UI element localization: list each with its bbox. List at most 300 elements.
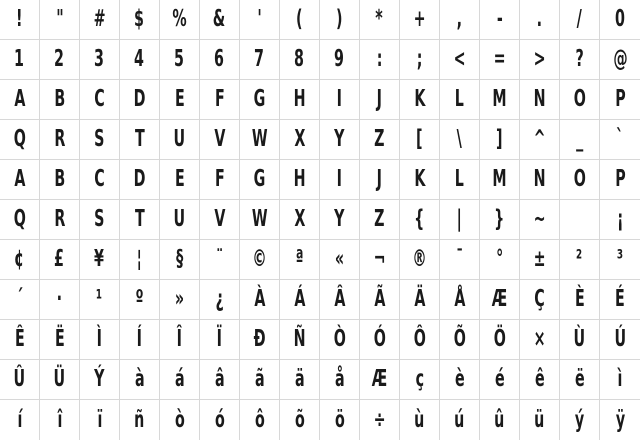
glyph-cell[interactable] bbox=[320, 80, 360, 120]
glyph-cell[interactable] bbox=[80, 240, 120, 280]
glyph-character: Ã bbox=[373, 286, 386, 312]
glyph-cell[interactable] bbox=[560, 360, 600, 400]
glyph-character: , bbox=[456, 6, 463, 32]
glyph-character: ä bbox=[294, 366, 305, 392]
glyph-cell[interactable] bbox=[40, 240, 80, 280]
glyph-cell[interactable] bbox=[440, 0, 480, 40]
glyph-cell[interactable] bbox=[120, 400, 160, 440]
glyph-character: C bbox=[94, 86, 105, 112]
glyph-character: E bbox=[174, 86, 185, 112]
glyph-cell[interactable] bbox=[200, 200, 240, 240]
glyph-cell[interactable] bbox=[440, 120, 480, 160]
glyph-character: ü bbox=[534, 406, 545, 433]
glyph-cell[interactable] bbox=[40, 120, 80, 160]
glyph-character: A bbox=[13, 166, 26, 192]
glyph-cell[interactable] bbox=[560, 120, 600, 160]
glyph-cell[interactable] bbox=[120, 160, 160, 200]
glyph-cell[interactable] bbox=[40, 160, 80, 200]
glyph-cell[interactable] bbox=[600, 200, 640, 240]
glyph-cell[interactable] bbox=[160, 360, 200, 400]
glyph-cell[interactable] bbox=[200, 320, 240, 360]
glyph-character: P bbox=[614, 166, 626, 192]
glyph-character: õ bbox=[294, 406, 305, 433]
glyph-cell[interactable] bbox=[80, 120, 120, 160]
glyph-cell[interactable] bbox=[560, 320, 600, 360]
glyph-cell[interactable] bbox=[600, 240, 640, 280]
glyph-character: Z bbox=[374, 126, 385, 152]
glyph-character: Z bbox=[374, 206, 385, 232]
glyph-cell[interactable] bbox=[320, 40, 360, 80]
glyph-character: ` bbox=[616, 126, 624, 152]
glyph-character: ® bbox=[412, 246, 427, 272]
glyph-character: ê bbox=[534, 366, 545, 392]
glyph-cell[interactable] bbox=[240, 120, 280, 160]
glyph-character: ! bbox=[16, 6, 23, 32]
glyph-character: Õ bbox=[453, 326, 466, 352]
glyph-cell[interactable] bbox=[120, 120, 160, 160]
glyph-cell[interactable] bbox=[160, 120, 200, 160]
glyph-cell[interactable] bbox=[200, 0, 240, 40]
glyph-cell[interactable] bbox=[0, 400, 40, 440]
glyph-character: ¦ bbox=[136, 246, 143, 272]
glyph-character: _ bbox=[575, 126, 584, 152]
glyph-cell[interactable] bbox=[360, 80, 400, 120]
glyph-character: è bbox=[454, 366, 465, 392]
glyph-cell[interactable] bbox=[520, 120, 560, 160]
glyph-cell[interactable] bbox=[360, 40, 400, 80]
glyph-cell[interactable] bbox=[440, 80, 480, 120]
glyph-cell[interactable] bbox=[0, 280, 40, 320]
glyph-cell[interactable] bbox=[40, 280, 80, 320]
glyph-cell[interactable] bbox=[360, 280, 400, 320]
glyph-cell[interactable] bbox=[120, 80, 160, 120]
glyph-character: K bbox=[413, 166, 426, 192]
glyph-cell[interactable] bbox=[360, 400, 400, 440]
glyph-character: Â bbox=[333, 286, 346, 312]
glyph-cell[interactable] bbox=[520, 200, 560, 240]
glyph-cell[interactable] bbox=[520, 40, 560, 80]
glyph-character: å bbox=[334, 366, 345, 392]
glyph-cell[interactable] bbox=[320, 120, 360, 160]
glyph-cell[interactable] bbox=[240, 400, 280, 440]
glyph-character: ´ bbox=[15, 286, 24, 312]
glyph-character: £ bbox=[54, 246, 65, 272]
glyph-cell[interactable] bbox=[280, 360, 320, 400]
glyph-cell[interactable] bbox=[560, 400, 600, 440]
glyph-cell[interactable] bbox=[160, 80, 200, 120]
glyph-character: ë bbox=[574, 366, 585, 392]
glyph-cell[interactable] bbox=[360, 160, 400, 200]
glyph-cell[interactable] bbox=[160, 0, 200, 40]
glyph-cell[interactable] bbox=[200, 160, 240, 200]
glyph-cell[interactable] bbox=[440, 240, 480, 280]
glyph-character: G bbox=[253, 86, 266, 112]
glyph-cell[interactable] bbox=[0, 80, 40, 120]
glyph-character: G bbox=[253, 166, 266, 192]
glyph-cell[interactable] bbox=[400, 360, 440, 400]
glyph-character: { bbox=[414, 206, 425, 232]
glyph-character: é bbox=[494, 366, 505, 392]
glyph-cell[interactable] bbox=[480, 0, 520, 40]
glyph-character: 1 bbox=[14, 46, 25, 72]
glyph-cell[interactable] bbox=[0, 320, 40, 360]
glyph-character: © bbox=[252, 246, 267, 272]
glyph-cell[interactable] bbox=[0, 160, 40, 200]
glyph-cell[interactable] bbox=[560, 200, 600, 240]
glyph-character: È bbox=[574, 286, 585, 312]
glyph-cell[interactable] bbox=[440, 320, 480, 360]
glyph-cell[interactable] bbox=[200, 280, 240, 320]
glyph-cell[interactable] bbox=[280, 320, 320, 360]
glyph-cell[interactable] bbox=[120, 240, 160, 280]
glyph-character: ô bbox=[254, 406, 265, 433]
glyph-cell[interactable] bbox=[40, 400, 80, 440]
glyph-cell[interactable] bbox=[400, 120, 440, 160]
glyph-character: ¨ bbox=[215, 246, 224, 272]
glyph-cell[interactable] bbox=[240, 40, 280, 80]
glyph-character: ï bbox=[97, 406, 102, 433]
glyph-cell[interactable] bbox=[80, 400, 120, 440]
glyph-cell[interactable] bbox=[360, 120, 400, 160]
glyph-cell[interactable] bbox=[480, 120, 520, 160]
glyph-cell[interactable] bbox=[360, 200, 400, 240]
glyph-cell[interactable] bbox=[400, 400, 440, 440]
glyph-character: Á bbox=[293, 286, 306, 312]
glyph-character: ö bbox=[334, 406, 345, 433]
glyph-character: ¬ bbox=[373, 246, 386, 272]
glyph-cell[interactable] bbox=[240, 360, 280, 400]
glyph-character: & bbox=[213, 6, 226, 32]
glyph-cell[interactable] bbox=[400, 40, 440, 80]
glyph-cell[interactable] bbox=[160, 400, 200, 440]
glyph-cell[interactable] bbox=[320, 400, 360, 440]
glyph-cell[interactable] bbox=[120, 280, 160, 320]
glyph-character: « bbox=[334, 246, 345, 272]
glyph-cell[interactable] bbox=[80, 320, 120, 360]
glyph-character: Q bbox=[13, 206, 26, 232]
glyph-cell[interactable] bbox=[80, 80, 120, 120]
glyph-character: ? bbox=[575, 46, 584, 72]
glyph-cell[interactable] bbox=[120, 0, 160, 40]
glyph-character: ç bbox=[415, 366, 424, 392]
glyph-cell[interactable] bbox=[200, 360, 240, 400]
glyph-character: Û bbox=[13, 366, 26, 392]
glyph-cell[interactable] bbox=[0, 360, 40, 400]
glyph-character: ù bbox=[414, 406, 425, 433]
glyph-character: º bbox=[135, 286, 144, 312]
glyph-cell[interactable] bbox=[480, 200, 520, 240]
glyph-cell[interactable] bbox=[0, 200, 40, 240]
glyph-cell[interactable] bbox=[480, 80, 520, 120]
glyph-character: ± bbox=[533, 246, 546, 272]
glyph-character bbox=[577, 208, 582, 231]
glyph-cell[interactable] bbox=[240, 80, 280, 120]
glyph-character: Ù bbox=[573, 326, 586, 352]
glyph-character: Ó bbox=[373, 326, 386, 352]
glyph-cell[interactable] bbox=[360, 360, 400, 400]
glyph-cell[interactable] bbox=[520, 0, 560, 40]
glyph-character: D bbox=[133, 86, 146, 112]
glyph-character: S bbox=[94, 206, 105, 232]
glyph-cell[interactable] bbox=[240, 160, 280, 200]
glyph-cell[interactable] bbox=[0, 40, 40, 80]
glyph-character: } bbox=[494, 206, 505, 232]
glyph-cell[interactable] bbox=[240, 320, 280, 360]
glyph-cell[interactable] bbox=[280, 240, 320, 280]
glyph-character: M bbox=[492, 166, 507, 192]
glyph-cell[interactable] bbox=[520, 160, 560, 200]
glyph-character: C bbox=[94, 166, 105, 192]
glyph-cell[interactable] bbox=[560, 80, 600, 120]
glyph-cell[interactable] bbox=[480, 320, 520, 360]
glyph-character: ( bbox=[296, 6, 303, 32]
glyph-character: 4 bbox=[134, 46, 145, 72]
glyph-character: > bbox=[533, 46, 546, 72]
glyph-character: Ò bbox=[333, 326, 346, 352]
glyph-cell[interactable] bbox=[600, 80, 640, 120]
glyph-cell[interactable] bbox=[80, 200, 120, 240]
glyph-cell[interactable] bbox=[600, 40, 640, 80]
glyph-character: ú bbox=[454, 406, 465, 433]
glyph-character: ¿ bbox=[215, 286, 224, 312]
glyph-cell[interactable] bbox=[160, 160, 200, 200]
glyph-cell[interactable] bbox=[400, 320, 440, 360]
glyph-cell[interactable] bbox=[440, 280, 480, 320]
glyph-character: 6 bbox=[214, 46, 225, 72]
glyph-cell[interactable] bbox=[480, 240, 520, 280]
glyph-character: Ñ bbox=[293, 326, 306, 352]
glyph-character: " bbox=[55, 6, 64, 32]
glyph-cell[interactable] bbox=[400, 280, 440, 320]
glyph-cell[interactable] bbox=[400, 80, 440, 120]
glyph-cell[interactable] bbox=[600, 160, 640, 200]
glyph-character: @ bbox=[612, 46, 628, 72]
glyph-cell[interactable] bbox=[200, 40, 240, 80]
glyph-cell[interactable] bbox=[80, 280, 120, 320]
glyph-character: X bbox=[293, 126, 305, 152]
glyph-cell[interactable] bbox=[160, 240, 200, 280]
glyph-cell[interactable] bbox=[280, 280, 320, 320]
glyph-cell[interactable] bbox=[240, 280, 280, 320]
glyph-cell[interactable] bbox=[480, 360, 520, 400]
glyph-character: U bbox=[173, 126, 186, 152]
glyph-cell[interactable] bbox=[280, 160, 320, 200]
glyph-character: O bbox=[573, 86, 586, 112]
glyph-character: P bbox=[614, 86, 626, 112]
glyph-character: Ä bbox=[413, 286, 426, 312]
glyph-character: Ç bbox=[534, 286, 545, 312]
glyph-character: × bbox=[533, 326, 546, 352]
glyph-character: . bbox=[536, 6, 543, 32]
glyph-cell[interactable] bbox=[400, 240, 440, 280]
glyph-cell[interactable] bbox=[320, 320, 360, 360]
glyph-character: ì bbox=[617, 366, 623, 392]
glyph-cell[interactable] bbox=[40, 0, 80, 40]
glyph-cell[interactable] bbox=[520, 240, 560, 280]
glyph-cell[interactable] bbox=[40, 40, 80, 80]
glyph-character: V bbox=[213, 126, 226, 152]
glyph-cell[interactable] bbox=[120, 320, 160, 360]
glyph-cell[interactable] bbox=[80, 160, 120, 200]
glyph-character: 5 bbox=[174, 46, 185, 72]
glyph-cell[interactable] bbox=[440, 400, 480, 440]
glyph-character: N bbox=[533, 86, 546, 112]
glyph-cell[interactable] bbox=[120, 200, 160, 240]
glyph-cell[interactable] bbox=[160, 280, 200, 320]
glyph-cell[interactable] bbox=[360, 0, 400, 40]
glyph-character: % bbox=[172, 6, 187, 32]
glyph-character: Ô bbox=[413, 326, 426, 352]
glyph-character: + bbox=[413, 6, 426, 32]
glyph-character: 2 bbox=[54, 46, 65, 72]
glyph-cell[interactable] bbox=[560, 40, 600, 80]
glyph-cell[interactable] bbox=[560, 160, 600, 200]
glyph-cell[interactable] bbox=[240, 200, 280, 240]
glyph-cell[interactable] bbox=[560, 280, 600, 320]
glyph-character: Y bbox=[334, 126, 345, 152]
glyph-cell[interactable] bbox=[320, 360, 360, 400]
glyph-character: L bbox=[454, 166, 465, 192]
glyph-character: U bbox=[173, 206, 186, 232]
glyph-character: \ bbox=[456, 126, 463, 152]
glyph-character: Í bbox=[136, 326, 143, 352]
glyph-character: X bbox=[293, 206, 305, 232]
glyph-cell[interactable] bbox=[200, 80, 240, 120]
glyph-character: V bbox=[213, 206, 226, 232]
glyph-cell[interactable] bbox=[400, 0, 440, 40]
glyph-character: K bbox=[413, 86, 426, 112]
glyph-character: Î bbox=[176, 326, 183, 352]
glyph-character: Ý bbox=[94, 366, 105, 392]
glyph-character: I bbox=[336, 166, 343, 192]
glyph-character: ^ bbox=[533, 126, 546, 152]
glyph-cell[interactable] bbox=[200, 120, 240, 160]
glyph-character: $ bbox=[134, 6, 145, 32]
glyph-character: L bbox=[454, 86, 465, 112]
glyph-character: ò bbox=[174, 406, 185, 433]
glyph-character: B bbox=[54, 86, 65, 112]
glyph-character: D bbox=[133, 166, 146, 192]
glyph-cell[interactable] bbox=[120, 40, 160, 80]
glyph-cell[interactable] bbox=[520, 400, 560, 440]
glyph-cell[interactable] bbox=[480, 400, 520, 440]
glyph-character: 9 bbox=[334, 46, 345, 72]
glyph-cell[interactable] bbox=[360, 240, 400, 280]
glyph-cell[interactable] bbox=[440, 200, 480, 240]
glyph-cell[interactable] bbox=[320, 0, 360, 40]
glyph-cell[interactable] bbox=[80, 360, 120, 400]
glyph-cell[interactable] bbox=[280, 200, 320, 240]
glyph-cell[interactable] bbox=[0, 0, 40, 40]
glyph-cell[interactable] bbox=[600, 320, 640, 360]
glyph-cell[interactable] bbox=[320, 240, 360, 280]
glyph-cell[interactable] bbox=[160, 40, 200, 80]
glyph-cell[interactable] bbox=[600, 360, 640, 400]
glyph-cell[interactable] bbox=[80, 40, 120, 80]
glyph-character: û bbox=[494, 406, 505, 433]
glyph-cell[interactable] bbox=[440, 160, 480, 200]
glyph-character: » bbox=[174, 286, 185, 312]
glyph-cell[interactable] bbox=[480, 280, 520, 320]
glyph-character: ~ bbox=[533, 206, 546, 232]
glyph-character: ¯ bbox=[455, 246, 464, 272]
glyph-character: I bbox=[336, 86, 343, 112]
glyph-cell[interactable] bbox=[280, 40, 320, 80]
glyph-character: ² bbox=[576, 246, 583, 272]
glyph-cell[interactable] bbox=[240, 240, 280, 280]
glyph-cell[interactable] bbox=[160, 200, 200, 240]
glyph-cell[interactable] bbox=[240, 0, 280, 40]
glyph-character: H bbox=[293, 166, 306, 192]
glyph-cell[interactable] bbox=[400, 200, 440, 240]
glyph-cell[interactable] bbox=[280, 0, 320, 40]
glyph-cell[interactable] bbox=[0, 240, 40, 280]
glyph-character: ] bbox=[496, 126, 503, 152]
glyph-cell[interactable] bbox=[560, 0, 600, 40]
glyph-cell[interactable] bbox=[520, 360, 560, 400]
glyph-character: - bbox=[496, 6, 503, 32]
glyph-cell[interactable] bbox=[560, 240, 600, 280]
glyph-cell[interactable] bbox=[440, 360, 480, 400]
glyph-cell[interactable] bbox=[200, 240, 240, 280]
glyph-character: J bbox=[376, 166, 383, 192]
glyph-cell[interactable] bbox=[520, 80, 560, 120]
glyph-cell[interactable] bbox=[40, 80, 80, 120]
glyph-cell[interactable] bbox=[120, 360, 160, 400]
glyph-character: Ï bbox=[216, 326, 223, 352]
glyph-character: / bbox=[576, 6, 583, 32]
glyph-cell[interactable] bbox=[480, 40, 520, 80]
glyph-character: ÿ bbox=[615, 406, 625, 433]
glyph-character: S bbox=[94, 126, 105, 152]
glyph-cell[interactable] bbox=[320, 160, 360, 200]
glyph-character: A bbox=[13, 86, 26, 112]
glyph-cell[interactable] bbox=[600, 280, 640, 320]
glyph-cell[interactable] bbox=[360, 320, 400, 360]
glyph-character: N bbox=[533, 166, 546, 192]
glyph-cell[interactable] bbox=[40, 200, 80, 240]
glyph-character: F bbox=[214, 86, 225, 112]
glyph-cell[interactable] bbox=[480, 160, 520, 200]
glyph-cell[interactable] bbox=[320, 280, 360, 320]
glyph-character: ÷ bbox=[373, 406, 386, 433]
glyph-cell[interactable] bbox=[320, 200, 360, 240]
glyph-character: E bbox=[174, 166, 185, 192]
glyph-character: R bbox=[54, 206, 65, 232]
glyph-cell[interactable] bbox=[600, 120, 640, 160]
glyph-cell[interactable] bbox=[280, 400, 320, 440]
glyph-cell[interactable] bbox=[0, 120, 40, 160]
glyph-cell[interactable] bbox=[520, 280, 560, 320]
glyph-cell[interactable] bbox=[40, 360, 80, 400]
glyph-cell[interactable] bbox=[40, 320, 80, 360]
glyph-cell[interactable] bbox=[600, 0, 640, 40]
glyph-cell[interactable] bbox=[280, 80, 320, 120]
glyph-cell[interactable] bbox=[200, 400, 240, 440]
glyph-cell[interactable] bbox=[520, 320, 560, 360]
glyph-character: Ë bbox=[54, 326, 65, 352]
glyph-cell[interactable] bbox=[80, 0, 120, 40]
glyph-cell[interactable] bbox=[400, 160, 440, 200]
glyph-cell[interactable] bbox=[440, 40, 480, 80]
glyph-character: W bbox=[251, 126, 268, 152]
glyph-character: F bbox=[214, 166, 225, 192]
glyph-character: § bbox=[175, 246, 184, 272]
glyph-cell[interactable] bbox=[280, 120, 320, 160]
glyph-cell[interactable] bbox=[600, 400, 640, 440]
glyph-character: à bbox=[134, 366, 145, 392]
glyph-cell[interactable] bbox=[160, 320, 200, 360]
